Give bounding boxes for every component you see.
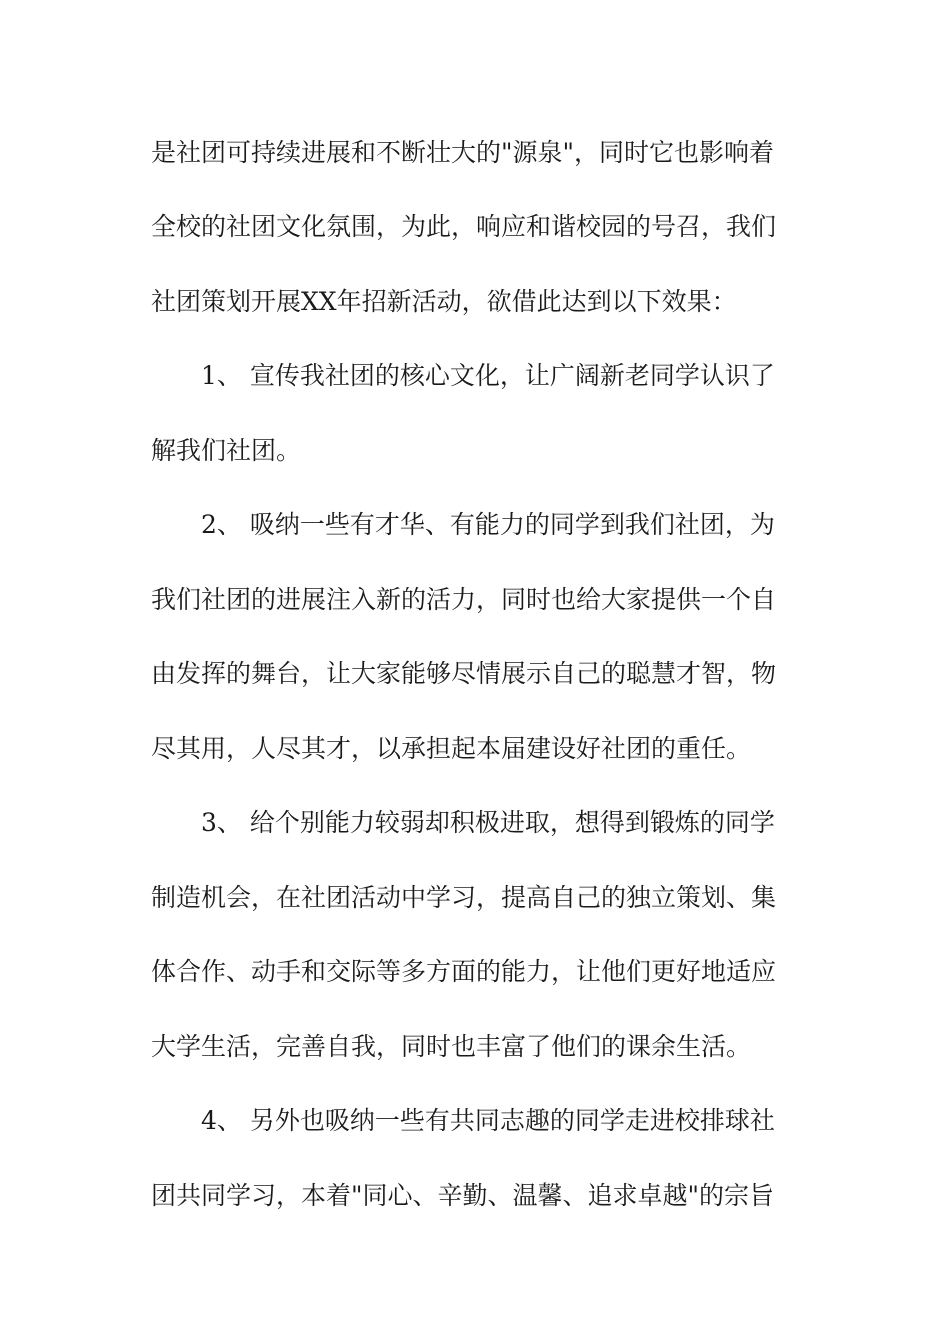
text-line: 尽其用，人尽其才，以承担起本届建设好社团的重任。 xyxy=(151,734,752,763)
list-item-1-line: 1、 宣传我社团的核心文化，让广阔新老同学认识了 xyxy=(201,361,775,390)
text-line: 体合作、动手和交际等多方面的能力，让他们更好地适应 xyxy=(151,957,777,986)
text-line: 是社团可持续进展和不断壮大的"源泉"，同时它也影响着 xyxy=(151,138,775,167)
text-line: 社团策划开展XX年招新活动，欲借此达到以下效果： xyxy=(151,287,737,316)
text-line: 解我们社团。 xyxy=(151,436,302,465)
list-item-3-line: 3、 给个别能力较弱却积极进取，想得到锻炼的同学 xyxy=(201,808,775,837)
text-line: 团共同学习，本着"同心、辛勤、温馨、追求卓越"的宗旨 xyxy=(151,1181,775,1210)
list-item-2-line: 2、 吸纳一些有才华、有能力的同学到我们社团，为 xyxy=(201,510,775,539)
list-item-4-line: 4、 另外也吸纳一些有共同志趣的同学走进校排球社 xyxy=(201,1106,775,1135)
text-line: 大学生活，完善自我，同时也丰富了他们的课余生活。 xyxy=(151,1032,752,1061)
text-line: 由发挥的舞台，让大家能够尽情展示自己的聪慧才智，物 xyxy=(151,659,777,688)
text-line: 制造机会，在社团活动中学习，提高自己的独立策划、集 xyxy=(151,883,777,912)
text-line: 我们社团的进展注入新的活力，同时也给大家提供一个自 xyxy=(151,585,777,614)
text-line: 全校的社团文化氛围，为此，响应和谐校园的号召，我们 xyxy=(151,212,777,241)
